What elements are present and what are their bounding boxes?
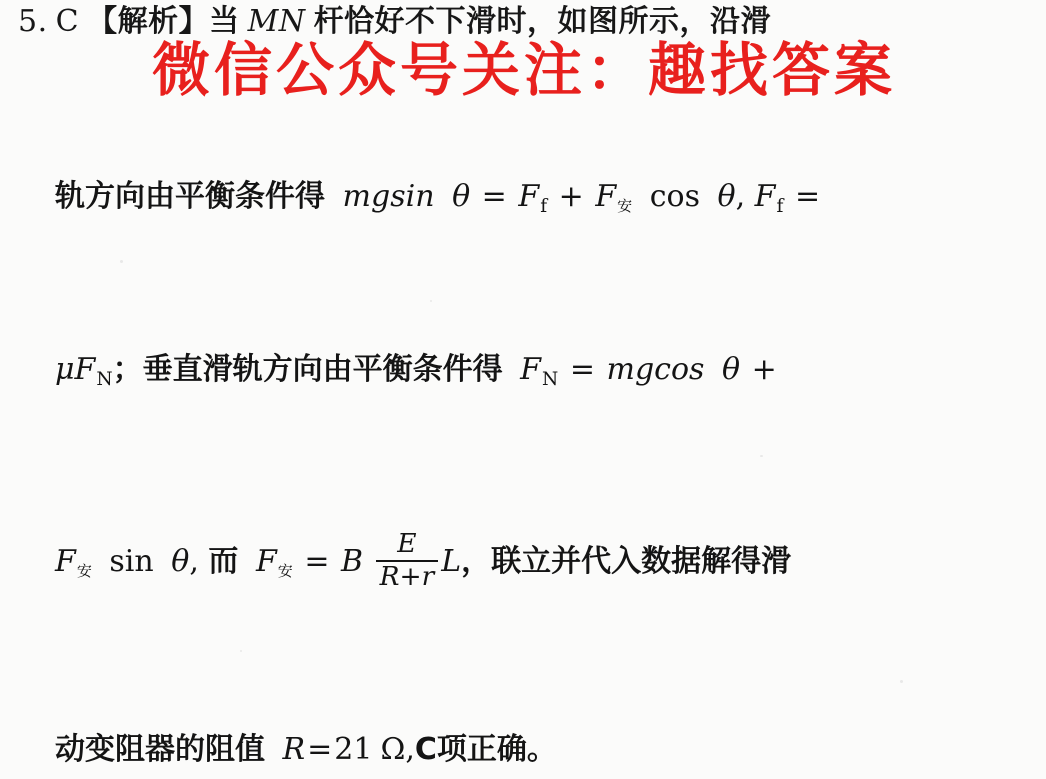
theta-3: θ <box>721 352 741 387</box>
scan-speckle <box>900 680 903 683</box>
formula-line-2 <box>55 348 1040 402</box>
theta-2: θ <box>717 179 736 214</box>
scan-speckle <box>240 650 242 652</box>
force-ampere-subscript-3: 安 <box>277 561 293 580</box>
force-friction-subscript: f <box>540 195 548 217</box>
line3-text-2: 联立并代入数据解得滑 <box>491 543 792 579</box>
formula-line-4 <box>55 728 1040 772</box>
line4-text-1: 动变阻器的阻值 <box>55 732 265 767</box>
scan-speckle <box>760 455 763 457</box>
item-number: 5. <box>18 4 48 39</box>
answer-choice: C <box>55 4 80 39</box>
force-friction-symbol-2: F <box>754 179 776 214</box>
equals-4: = <box>304 543 330 579</box>
normal-force-symbol-2: F <box>520 352 541 387</box>
emf-over-resistance-fraction <box>376 530 439 591</box>
normal-force-symbol-1: F <box>74 352 96 387</box>
force-ampere-subscript-2: 安 <box>76 561 92 580</box>
equals-3: = <box>569 352 595 387</box>
theta-1: θ <box>452 179 471 214</box>
plus-1: + <box>558 179 584 214</box>
comma-2: , <box>189 543 199 579</box>
line1-text-1: 轨方向由平衡条件得 <box>55 179 325 214</box>
line3-text-1: 而 <box>208 543 239 579</box>
resistance-value: 21 <box>334 732 373 767</box>
normal-force-subscript-1: N <box>96 368 113 390</box>
equals-5: = <box>307 732 333 767</box>
comma-4: , <box>405 732 415 767</box>
analysis-bracket-label: 【解析】 <box>87 4 210 39</box>
force-ampere-symbol-3: F <box>255 543 277 579</box>
scan-speckle <box>120 260 123 263</box>
formula-line-3 <box>55 530 1040 593</box>
resistance-r: R <box>282 732 306 767</box>
magnetic-field-b: B <box>341 543 364 579</box>
analysis-text-2: 杆恰好不下滑时，如图所示，沿滑 <box>313 4 772 39</box>
formula-line-1 <box>55 175 1040 229</box>
line4-text-2: C项正确。 <box>414 732 557 767</box>
comma-3: ， <box>461 543 492 579</box>
semicolon: ； <box>112 352 143 387</box>
length-l: L <box>441 543 462 579</box>
ohm-unit: Ω <box>380 732 406 767</box>
expr-mgsin: mgsin <box>342 179 435 214</box>
scan-speckle <box>430 300 432 302</box>
force-ampere-symbol-1: F <box>595 179 617 214</box>
force-friction-subscript-2: f <box>776 195 784 217</box>
force-ampere-subscript-1: 安 <box>617 197 633 216</box>
line2-text-1: 垂直滑轨方向由平衡条件得 <box>142 352 503 387</box>
normal-force-subscript-2: N <box>541 368 559 390</box>
equals-2: = <box>794 179 821 214</box>
mu-symbol: μ <box>55 352 75 387</box>
expr-mgcos: mgcos <box>606 352 705 387</box>
watermark-text: 微信公众号关注：趣找答案 <box>151 36 896 104</box>
force-friction-symbol: F <box>518 179 540 214</box>
plus-2: + <box>751 352 777 387</box>
fraction-numerator: E <box>376 530 439 562</box>
analysis-text-1: 当 <box>209 4 240 39</box>
rod-label-mn: MN <box>247 4 306 39</box>
cos-operator: cos <box>649 179 700 214</box>
theta-4: θ <box>171 543 190 579</box>
fraction-denominator: R+r <box>379 560 435 592</box>
sin-operator: sin <box>109 543 154 579</box>
equals-1: = <box>481 179 507 214</box>
comma-1: , <box>735 179 746 214</box>
force-ampere-symbol-2: F <box>55 543 76 579</box>
